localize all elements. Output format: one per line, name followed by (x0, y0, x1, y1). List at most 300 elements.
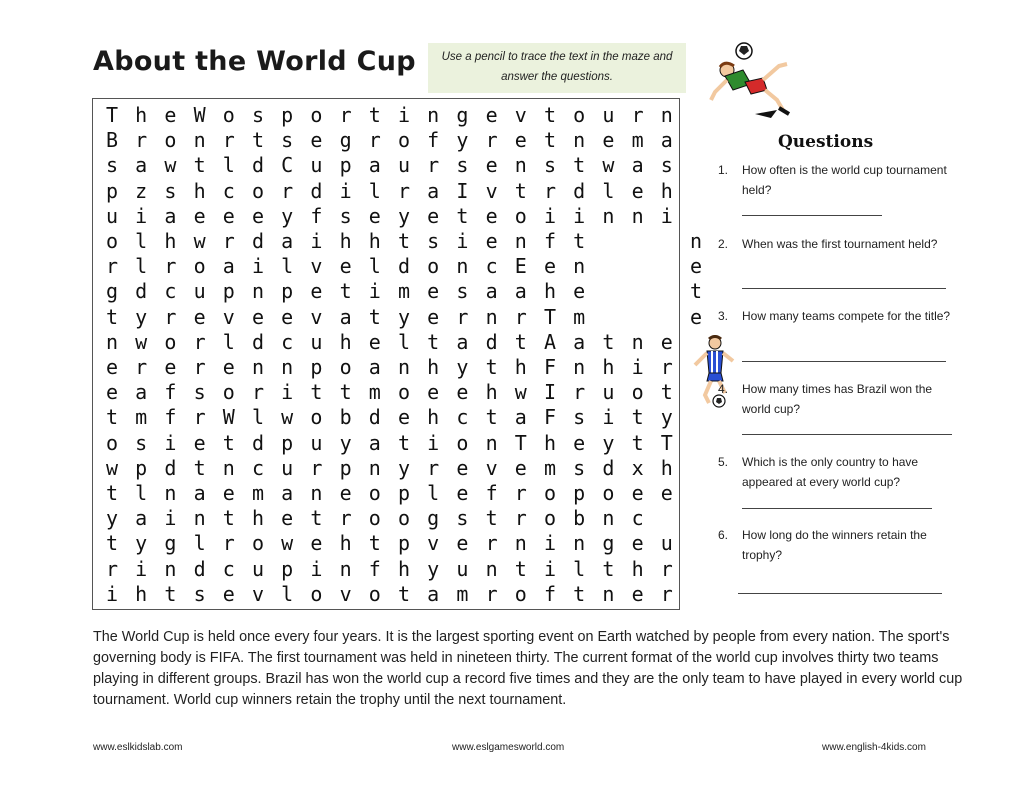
maze-letter: e (310, 279, 323, 304)
maze-letter: e (514, 128, 527, 153)
maze-letter: d (135, 279, 148, 304)
maze-letter: e (339, 254, 352, 279)
maze-letter: h (543, 430, 557, 455)
maze-letter: m (543, 455, 557, 480)
maze-letter: v (251, 581, 265, 606)
maze-letter: n (251, 355, 265, 379)
maze-letter: e (251, 304, 265, 329)
maze-letter: w (281, 405, 294, 430)
maze-letter: w (105, 455, 119, 480)
maze-letter: o (397, 506, 411, 531)
maze-letter: c (251, 455, 265, 480)
maze-letter: n (456, 254, 469, 279)
maze-letter: y (397, 203, 411, 228)
maze-letter: r (427, 153, 440, 178)
maze-letter: m (397, 279, 411, 304)
maze-letter: i (427, 430, 440, 455)
maze-letter: s (281, 128, 294, 153)
answer-line-5[interactable] (742, 508, 932, 509)
maze-letter: h (164, 229, 177, 253)
maze-letter: t (397, 581, 411, 606)
maze-letter: o (427, 254, 440, 279)
maze-letter: y (660, 405, 673, 430)
maze-row (93, 279, 703, 304)
maze-letter: d (397, 254, 411, 279)
maze-letter: n (631, 203, 644, 228)
maze-letter: r (397, 178, 411, 203)
maze-letter: x (631, 455, 644, 480)
maze-letter: d (573, 178, 586, 203)
maze-letter: d (251, 430, 265, 455)
maze-letter: r (135, 128, 148, 153)
maze-letter: u (310, 153, 323, 178)
maze-letter: r (485, 128, 498, 153)
maze-letter: o (105, 229, 119, 253)
maze-letter: F (543, 405, 557, 430)
maze-letter: h (514, 355, 527, 379)
maze-letter: s (193, 380, 206, 405)
maze-letter: e (427, 203, 440, 228)
maze-letter: t (602, 556, 615, 581)
maze-letter: t (193, 153, 206, 178)
maze-letter: h (193, 178, 206, 203)
maze-letter: o (573, 103, 586, 127)
question-number: 1. (718, 163, 729, 177)
maze-letter: t (485, 355, 498, 379)
maze-letter: t (660, 380, 673, 405)
maze-letter: w (281, 531, 294, 556)
maze-letter: l (368, 178, 381, 203)
maze-letter: v (310, 304, 323, 329)
maze-letter: h (368, 229, 381, 253)
maze-letter: r (193, 405, 206, 430)
maze-letter: w (514, 380, 527, 405)
maze-letter: e (602, 128, 615, 153)
maze-letter: t (251, 128, 265, 153)
maze-letter: n (222, 455, 235, 480)
maze-letter: t (514, 178, 527, 203)
maze-letter: o (368, 506, 381, 531)
maze-letter: f (543, 229, 557, 253)
maze-letter: s (573, 405, 586, 430)
maze-letter: y (397, 304, 411, 329)
maze-letter: l (251, 405, 265, 430)
maze-row (93, 304, 703, 330)
maze-letter: e (397, 405, 411, 430)
maze-letter: b (339, 405, 352, 430)
maze-letter: e (660, 329, 673, 354)
maze-letter: l (427, 481, 440, 505)
maze-letter: r (193, 355, 206, 379)
maze-row (93, 229, 703, 254)
maze-letter: t (105, 405, 119, 430)
maze-letter: m (631, 128, 644, 153)
maze-letter: e (105, 380, 119, 405)
maze-letter: a (485, 279, 498, 304)
maze-letter: n (251, 279, 265, 304)
maze-row (93, 128, 679, 153)
maze-letter: t (397, 229, 411, 253)
maze-letter: e (164, 103, 177, 127)
maze-letter: v (485, 178, 498, 203)
maze-letter: y (339, 430, 352, 455)
maze-letter: b (573, 506, 586, 531)
maze-letter: u (193, 279, 206, 304)
maze-letter: a (135, 380, 148, 405)
maze-letter: p (339, 455, 352, 480)
maze-letter: l (135, 229, 148, 253)
maze-letter: t (485, 506, 498, 531)
maze-letter: o (339, 355, 352, 379)
maze-letter: e (339, 481, 352, 505)
maze-letter: p (281, 556, 294, 581)
maze-letter: o (543, 481, 557, 505)
maze-letter: e (164, 355, 177, 379)
maze-letter: s (660, 153, 673, 178)
maze-letter: a (631, 153, 644, 178)
maze-letter: o (631, 380, 644, 405)
maze-letter: w (193, 229, 206, 253)
maze-letter: n (193, 506, 206, 531)
maze-letter: e (514, 455, 527, 480)
maze-letter: t (164, 581, 177, 606)
maze-row (93, 355, 679, 380)
maze-letter: i (310, 556, 323, 581)
maze-letter: n (193, 128, 206, 153)
maze-letter: c (281, 329, 294, 354)
question-text: How many teams compete for the title? (742, 309, 951, 323)
footer-link-center[interactable]: www.eslgamesworld.com (452, 742, 565, 753)
maze-letter: i (631, 355, 644, 379)
question-text: How long do the winners retain the trophy? (742, 528, 927, 562)
maze-letter: t (543, 128, 557, 153)
maze-letter: a (368, 355, 381, 379)
question-number: 3. (718, 309, 729, 323)
maze-letter: o (543, 506, 557, 531)
maze-letter: l (281, 581, 294, 606)
maze-letter: i (543, 556, 557, 581)
maze-letter: r (573, 380, 586, 405)
maze-letter: n (514, 153, 527, 178)
maze-letter: d (251, 229, 265, 253)
maze-letter: o (602, 481, 615, 505)
maze-letter: t (427, 329, 440, 354)
maze-letter: n (427, 103, 440, 127)
maze-letter: e (222, 481, 235, 505)
maze-letter: n (310, 481, 323, 505)
maze-letter: p (397, 531, 411, 556)
maze-letter: i (105, 581, 119, 606)
maze-letter: t (631, 430, 644, 455)
maze-letter: e (368, 203, 381, 228)
maze-letter: r (514, 481, 527, 505)
maze-letter: o (251, 178, 265, 203)
maze-letter: e (456, 481, 469, 505)
maze-letter: e (222, 355, 235, 379)
maze-letter: d (193, 556, 206, 581)
maze-letter: s (456, 153, 469, 178)
maze-letter: o (251, 531, 265, 556)
maze-letter: m (251, 481, 265, 505)
reading-paragraph: The World Cup is held once every four years. It is the largest sporting event on Earth watched by people from every nation. The sport's governing body is FIFA. The first tournament was held in nineteen thirty. The current format of the world cup involves thirty two teams playing in different groups. Brazil has won the world cup a record five times and they are the only team to have played in every world cup tournament. World cup winners retain the trophy until the next tournament. (93, 629, 963, 708)
maze-letter: y (456, 355, 469, 379)
maze-letter: s (573, 455, 586, 480)
maze-letter: f (485, 481, 498, 505)
maze-letter: v (310, 254, 323, 279)
maze-letter: s (135, 430, 148, 455)
maze-letter: r (456, 304, 469, 329)
maze-letter: y (135, 304, 148, 329)
maze-letter: i (164, 430, 177, 455)
maze-letter: a (135, 153, 148, 178)
maze-letter: r (368, 128, 381, 153)
maze-letter: n (485, 556, 498, 581)
maze-letter: r (514, 506, 527, 531)
maze-letter: n (339, 556, 352, 581)
maze-letter: n (281, 355, 294, 379)
question-number: 2. (718, 237, 729, 251)
maze-letter: l (193, 531, 206, 556)
maze-letter: t (339, 380, 352, 405)
maze-letter: a (427, 178, 440, 203)
maze-letter: r (251, 380, 265, 405)
maze-letter: y (602, 430, 615, 455)
maze-letter: a (135, 506, 148, 531)
maze-letter: e (631, 581, 644, 606)
question-number: 5. (718, 455, 729, 469)
maze-letter: e (251, 203, 265, 228)
maze-letter: l (135, 481, 148, 505)
maze-letter: o (456, 430, 469, 455)
maze-letter: a (222, 254, 235, 279)
maze-letter: h (339, 531, 352, 556)
maze-letter: w (164, 153, 177, 178)
maze-letter: e (310, 531, 323, 556)
maze-letter: i (660, 203, 673, 228)
maze-letter: u (105, 203, 119, 228)
maze-letter: t (514, 556, 527, 581)
maze-letter: r (427, 455, 440, 480)
footer-link-left[interactable]: www.eslkidslab.com (93, 742, 183, 753)
maze-letter: o (397, 128, 411, 153)
maze-letter: h (135, 103, 148, 127)
maze-letter: t (368, 304, 381, 329)
maze-letter: t (310, 380, 323, 405)
maze-letter: o (514, 203, 527, 228)
maze-letter: p (397, 481, 411, 505)
maze-letter: e (573, 279, 586, 304)
maze-letter: t (105, 304, 119, 329)
maze-letter: p (105, 178, 119, 203)
maze-letter: e (543, 254, 557, 279)
maze-letter: y (135, 531, 148, 556)
maze-letter: u (660, 531, 673, 556)
maze-letter: o (397, 380, 411, 405)
maze-letter: e (456, 531, 469, 556)
maze-letter: e (631, 481, 644, 505)
maze-row (93, 405, 679, 430)
answer-line-3[interactable] (742, 361, 946, 362)
maze-letter: n (368, 455, 381, 480)
maze-letter: h (339, 329, 352, 354)
answer-line-4[interactable] (742, 434, 952, 435)
maze-letter: d (310, 178, 323, 203)
maze-letter: h (543, 279, 557, 304)
instructions-box: Use a pencil to trace the text in the maze and answer the questions. (428, 43, 686, 93)
maze-letter: T (660, 430, 673, 455)
maze-letter: g (105, 279, 119, 304)
maze-letter: r (193, 329, 206, 354)
maze-letter: w (135, 329, 148, 354)
maze-letter: d (251, 153, 265, 178)
maze-letter: s (164, 178, 177, 203)
maze-row (93, 531, 679, 556)
maze-letter: i (135, 556, 148, 581)
maze-letter: o (310, 405, 323, 430)
maze-letter: e (222, 203, 235, 228)
maze-letter: n (164, 481, 177, 505)
maze-letter: a (573, 329, 586, 354)
maze-letter: n (485, 430, 498, 455)
maze-letter: t (368, 103, 381, 127)
maze-letter: n (514, 531, 527, 556)
answer-line-6[interactable] (738, 593, 942, 594)
maze-letter: r (135, 355, 148, 379)
maze-letter: w (602, 153, 615, 178)
footer-link-right[interactable]: www.english-4kids.com (822, 742, 926, 753)
maze-letter: p (135, 455, 148, 480)
maze-row (93, 204, 679, 229)
maze-letter: e (222, 581, 235, 606)
maze-letter: o (514, 581, 527, 606)
maze-letter: e (310, 128, 323, 153)
maze-letter: e (427, 380, 440, 405)
maze-letter: F (543, 355, 557, 379)
maze-letter: e (631, 531, 644, 556)
maze-letter: i (397, 103, 411, 127)
maze-letter: h (339, 229, 352, 253)
maze-letter: u (310, 430, 323, 455)
maze-row (93, 153, 679, 178)
maze-letter: e (105, 355, 119, 379)
maze-letter: m (135, 405, 148, 430)
maze-letter: a (368, 430, 381, 455)
maze-letter: m (573, 304, 586, 329)
maze-letter: T (514, 430, 527, 455)
maze-letter: e (281, 506, 294, 531)
maze-letter: a (193, 481, 206, 505)
maze-letter: r (281, 178, 294, 203)
maze-letter: u (456, 556, 469, 581)
soccer-kicker-illustration (705, 40, 793, 122)
maze-letter: u (602, 380, 615, 405)
question-text: When was the first tournament held? (742, 237, 938, 251)
maze-letter: p (310, 355, 323, 379)
maze-letter: h (660, 178, 673, 203)
maze-letter: t (631, 405, 644, 430)
maze-letter: u (281, 455, 294, 480)
maze-letter: h (427, 355, 440, 379)
maze-letter: u (251, 556, 265, 581)
maze-letter: i (310, 229, 323, 253)
question-text: How many times has Brazil won the world cup? (742, 382, 933, 416)
maze-letter: r (660, 355, 673, 379)
maze-letter: t (397, 430, 411, 455)
answer-line-2[interactable] (742, 288, 946, 289)
maze-letter: n (602, 506, 615, 531)
maze-letter: v (339, 581, 352, 606)
maze-letter: e (456, 455, 469, 480)
maze-letter: B (105, 128, 119, 153)
maze-letter: v (427, 531, 440, 556)
maze-letter: v (485, 455, 498, 480)
maze-letter: e (427, 304, 440, 329)
maze-letter: t (339, 279, 352, 304)
maze-letter: p (573, 481, 586, 505)
maze-letter: r (222, 531, 235, 556)
maze-letter: e (193, 203, 206, 228)
maze-letter: r (164, 304, 177, 329)
maze-letter: i (281, 380, 294, 405)
maze-letter: n (573, 128, 586, 153)
maze-letter: a (514, 279, 527, 304)
maze-letter: e (368, 329, 381, 354)
maze-letter: c (222, 556, 235, 581)
maze-letter: m (368, 380, 381, 405)
question-number: 4. (718, 382, 729, 396)
maze-letter: n (602, 581, 615, 606)
maze-letter: e (193, 304, 206, 329)
maze-letter: e (485, 103, 498, 127)
maze-letter: t (543, 103, 557, 127)
maze-letter: h (660, 455, 673, 480)
maze-letter: d (164, 455, 177, 480)
maze-letter: p (339, 153, 352, 178)
maze-letter: e (573, 430, 586, 455)
maze-letter: o (310, 581, 323, 606)
maze-letter: o (193, 254, 206, 279)
maze-letter: s (543, 153, 557, 178)
maze-letter: i (251, 254, 265, 279)
maze-letter: e (689, 254, 703, 279)
maze-letter: h (631, 556, 644, 581)
maze-row (93, 506, 679, 531)
maze-row (93, 557, 679, 582)
maze-row (93, 582, 679, 607)
maze-letter: e (660, 481, 673, 505)
answer-line-1[interactable] (742, 215, 882, 216)
maze-letter: i (368, 279, 381, 304)
question-text: Which is the only country to have appeared at every world cup? (742, 455, 919, 489)
maze-letter: c (485, 254, 498, 279)
maze-letter: o (310, 103, 323, 127)
maze-letter: l (397, 329, 411, 354)
maze-letter: t (456, 203, 469, 228)
maze-letter: f (543, 581, 557, 606)
maze-letter: s (105, 153, 119, 178)
maze-letter: l (281, 254, 294, 279)
maze-row (93, 179, 679, 204)
maze-letter: o (105, 430, 119, 455)
maze-letter: t (514, 329, 527, 354)
maze-letter: r (164, 254, 177, 279)
maze-letter: h (485, 380, 498, 405)
maze-letter: l (573, 556, 586, 581)
maze-row (93, 481, 679, 506)
maze-letter: d (251, 329, 265, 354)
maze-letter: s (456, 279, 469, 304)
maze-letter: h (251, 506, 265, 531)
